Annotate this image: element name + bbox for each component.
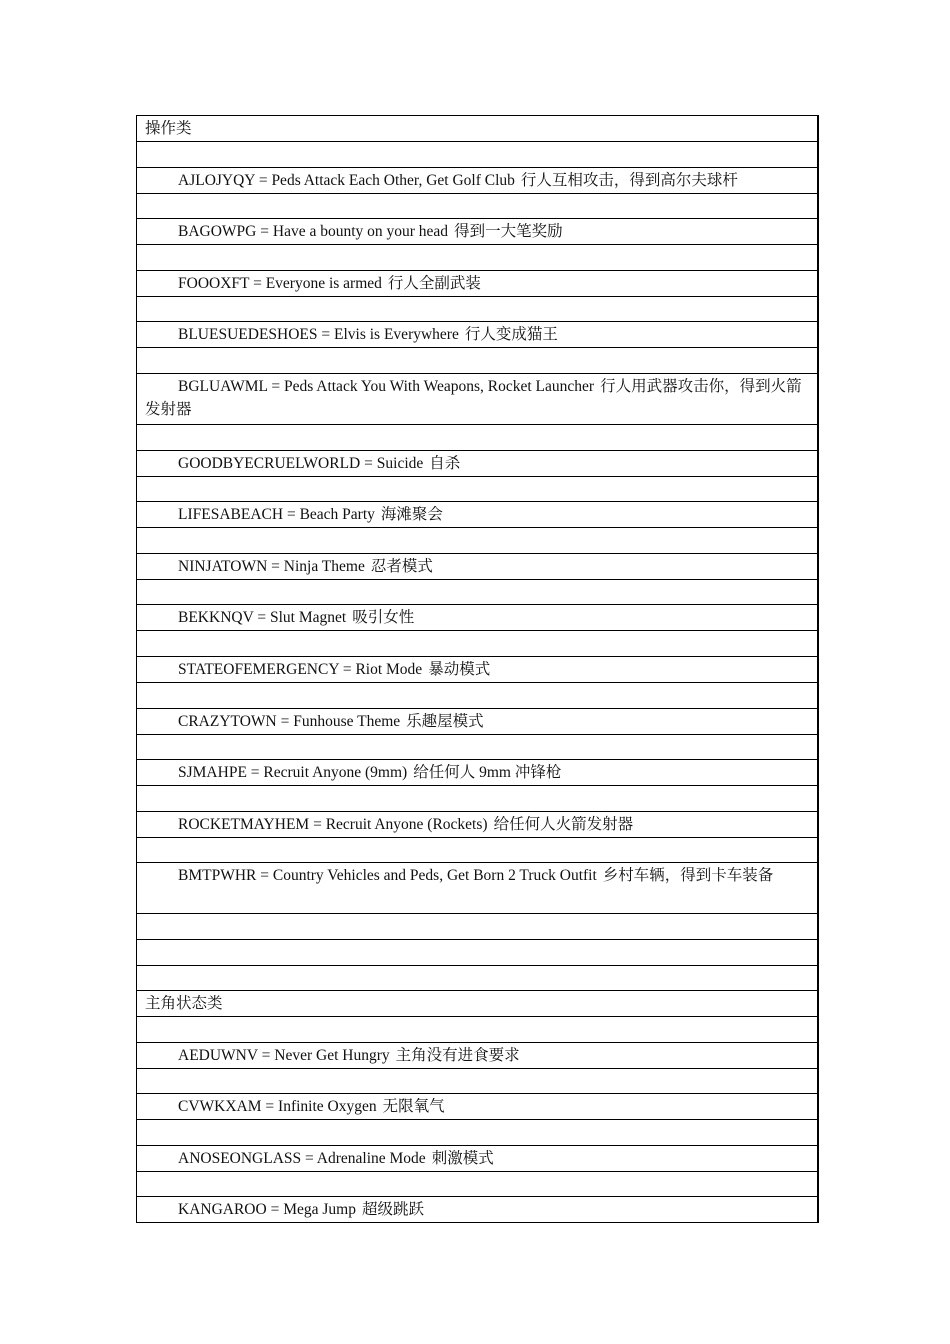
cheat-effect-en: Slut Magnet <box>270 609 347 627</box>
cheat-effect-en: Funhouse Theme <box>293 712 401 730</box>
cheat-code: BGLUAWML <box>178 377 268 395</box>
table-row: NINJATOWN = Ninja Theme 忍者模式 <box>137 554 817 580</box>
table-row: BMTPWHR = Country Vehicles and Peds, Get Born 2 Truck Outfit 乡村车辆，得到卡车装备 <box>137 863 817 914</box>
cheat-code: NINJATOWN <box>178 557 268 575</box>
table-row: ROCKETMAYHEM = Recruit Anyone (Rockets) 给任何人火箭发射器 <box>137 812 817 838</box>
cheat-code: BLUESUEDESHOES <box>178 326 318 344</box>
blank-row <box>137 1017 817 1043</box>
blank-row <box>137 735 817 761</box>
cheat-effect-en: Ninja Theme <box>283 557 365 575</box>
cheat-effect-en: Recruit Anyone (9mm) <box>263 764 408 782</box>
table-row: SJMAHPE = Recruit Anyone (9mm) 给任何人 9mm 冲锋枪 <box>137 760 817 786</box>
cheat-effect-en: Have a bounty on your head <box>272 223 449 241</box>
cheat-effect-zh: 乡村车辆，得到卡车装备 <box>602 867 774 885</box>
cheat-effect-zh: 忍者模式 <box>370 557 433 575</box>
cheat-effect-en: Mega Jump <box>283 1201 356 1219</box>
blank-row <box>137 297 817 323</box>
section-heading-operations: 操作类 <box>137 116 817 142</box>
cheat-effect-zh: 海滩聚会 <box>380 506 443 524</box>
cheat-code: AEDUWNV <box>178 1046 258 1064</box>
blank-row <box>137 1069 817 1095</box>
cheat-code: STATEOFEMERGENCY <box>178 660 339 678</box>
cheat-effect-en: Everyone is armed <box>265 274 382 292</box>
table-row: BGLUAWML = Peds Attack You With Weapons, Rocket Launcher 行人用武器攻击你，得到火箭发射器 <box>137 374 817 425</box>
blank-row <box>137 683 817 709</box>
cheat-effect-zh: 乐趣屋模式 <box>406 712 484 730</box>
cheat-effect-zh: 行人用武器攻击你，得到火箭发射器 <box>145 377 802 418</box>
blank-row <box>137 142 817 168</box>
table-row: GOODBYECRUELWORLD = Suicide 自杀 <box>137 451 817 477</box>
table-row: FOOOXFT = Everyone is armed 行人全副武装 <box>137 271 817 297</box>
cheat-effect-en: Peds Attack You With Weapons, Rocket Launcher <box>283 377 595 395</box>
cheat-code: SJMAHPE <box>178 764 247 782</box>
blank-row <box>137 940 817 966</box>
table-row: CVWKXAM = Infinite Oxygen 无限氧气 <box>137 1094 817 1120</box>
cheat-code: BEKKNQV <box>178 609 254 627</box>
cheat-effect-zh: 给任何人 9mm 冲锋枪 <box>413 764 562 782</box>
cheat-effect-zh: 行人变成猫王 <box>464 326 558 344</box>
blank-row <box>137 477 817 503</box>
cheat-effect-zh: 行人互相攻击，得到高尔夫球杆 <box>520 171 738 189</box>
blank-row <box>137 838 817 864</box>
cheat-code: KANGAROO <box>178 1201 267 1219</box>
cheat-effect-en: Recruit Anyone (Rockets) <box>325 815 488 833</box>
cheat-effect-en: Infinite Oxygen <box>278 1098 377 1116</box>
cheat-code: CVWKXAM <box>178 1098 262 1116</box>
cheat-effect-zh: 吸引女性 <box>352 609 415 627</box>
cheat-effect-en: Country Vehicles and Peds, Get Born 2 Truck Outfit <box>272 867 597 885</box>
cheat-code: GOODBYECRUELWORLD <box>178 454 361 472</box>
cheat-effect-zh: 暴动模式 <box>428 660 491 678</box>
table-row: BEKKNQV = Slut Magnet 吸引女性 <box>137 605 817 631</box>
blank-row <box>137 786 817 812</box>
blank-row <box>137 245 817 271</box>
cheat-code: AJLOJYQY <box>178 171 255 189</box>
table-row: BAGOWPG = Have a bounty on your head 得到一大笔奖励 <box>137 219 817 245</box>
table-row: AJLOJYQY = Peds Attack Each Other, Get Golf Club 行人互相攻击，得到高尔夫球杆 <box>137 168 817 194</box>
cheat-code: FOOOXFT <box>178 274 250 292</box>
cheat-effect-zh: 主角没有进食要求 <box>395 1046 520 1064</box>
cheat-effect-en: Elvis is Everywhere <box>334 326 459 344</box>
cheat-effect-zh: 行人全副武装 <box>387 274 481 292</box>
cheat-code-table <box>136 115 819 1223</box>
cheat-effect-en: Riot Mode <box>355 660 423 678</box>
blank-row <box>137 631 817 657</box>
cheat-effect-en: Never Get Hungry <box>274 1046 390 1064</box>
blank-row <box>137 425 817 451</box>
table-row: LIFESABEACH = Beach Party 海滩聚会 <box>137 502 817 528</box>
cheat-effect-zh: 得到一大笔奖励 <box>454 223 563 241</box>
cheat-effect-en: Suicide <box>376 454 424 472</box>
blank-row <box>137 194 817 220</box>
table-row: AEDUWNV = Never Get Hungry 主角没有进食要求 <box>137 1043 817 1069</box>
blank-row <box>137 1172 817 1198</box>
cheat-effect-zh: 无限氧气 <box>382 1098 445 1116</box>
blank-row <box>137 580 817 606</box>
cheat-effect-zh: 给任何人火箭发射器 <box>493 815 634 833</box>
cheat-code: BAGOWPG <box>178 223 257 241</box>
cheat-effect-en: Peds Attack Each Other, Get Golf Club <box>271 171 515 189</box>
table-row: STATEOFEMERGENCY = Riot Mode 暴动模式 <box>137 657 817 683</box>
cheat-code: BMTPWHR <box>178 867 257 885</box>
blank-row <box>137 914 817 940</box>
blank-row <box>137 348 817 374</box>
cheat-effect-zh: 自杀 <box>429 454 461 472</box>
blank-row <box>137 528 817 554</box>
table-row: KANGAROO = Mega Jump 超级跳跃 <box>137 1197 817 1223</box>
blank-row <box>137 1120 817 1146</box>
cheat-effect-zh: 超级跳跃 <box>361 1201 424 1219</box>
cheat-effect-zh: 刺激模式 <box>431 1149 494 1167</box>
cheat-code: ROCKETMAYHEM <box>178 815 310 833</box>
cheat-code: CRAZYTOWN <box>178 712 277 730</box>
section-heading-player-status: 主角状态类 <box>137 991 817 1017</box>
cheat-effect-en: Adrenaline Mode <box>316 1149 426 1167</box>
table-row: BLUESUEDESHOES = Elvis is Everywhere 行人变成猫王 <box>137 322 817 348</box>
cheat-code: LIFESABEACH <box>178 506 284 524</box>
table-row: CRAZYTOWN = Funhouse Theme 乐趣屋模式 <box>137 709 817 735</box>
cheat-code: ANOSEONGLASS <box>178 1149 302 1167</box>
cheat-effect-en: Beach Party <box>299 506 375 524</box>
blank-row <box>137 966 817 992</box>
table-row: ANOSEONGLASS = Adrenaline Mode 刺激模式 <box>137 1146 817 1172</box>
